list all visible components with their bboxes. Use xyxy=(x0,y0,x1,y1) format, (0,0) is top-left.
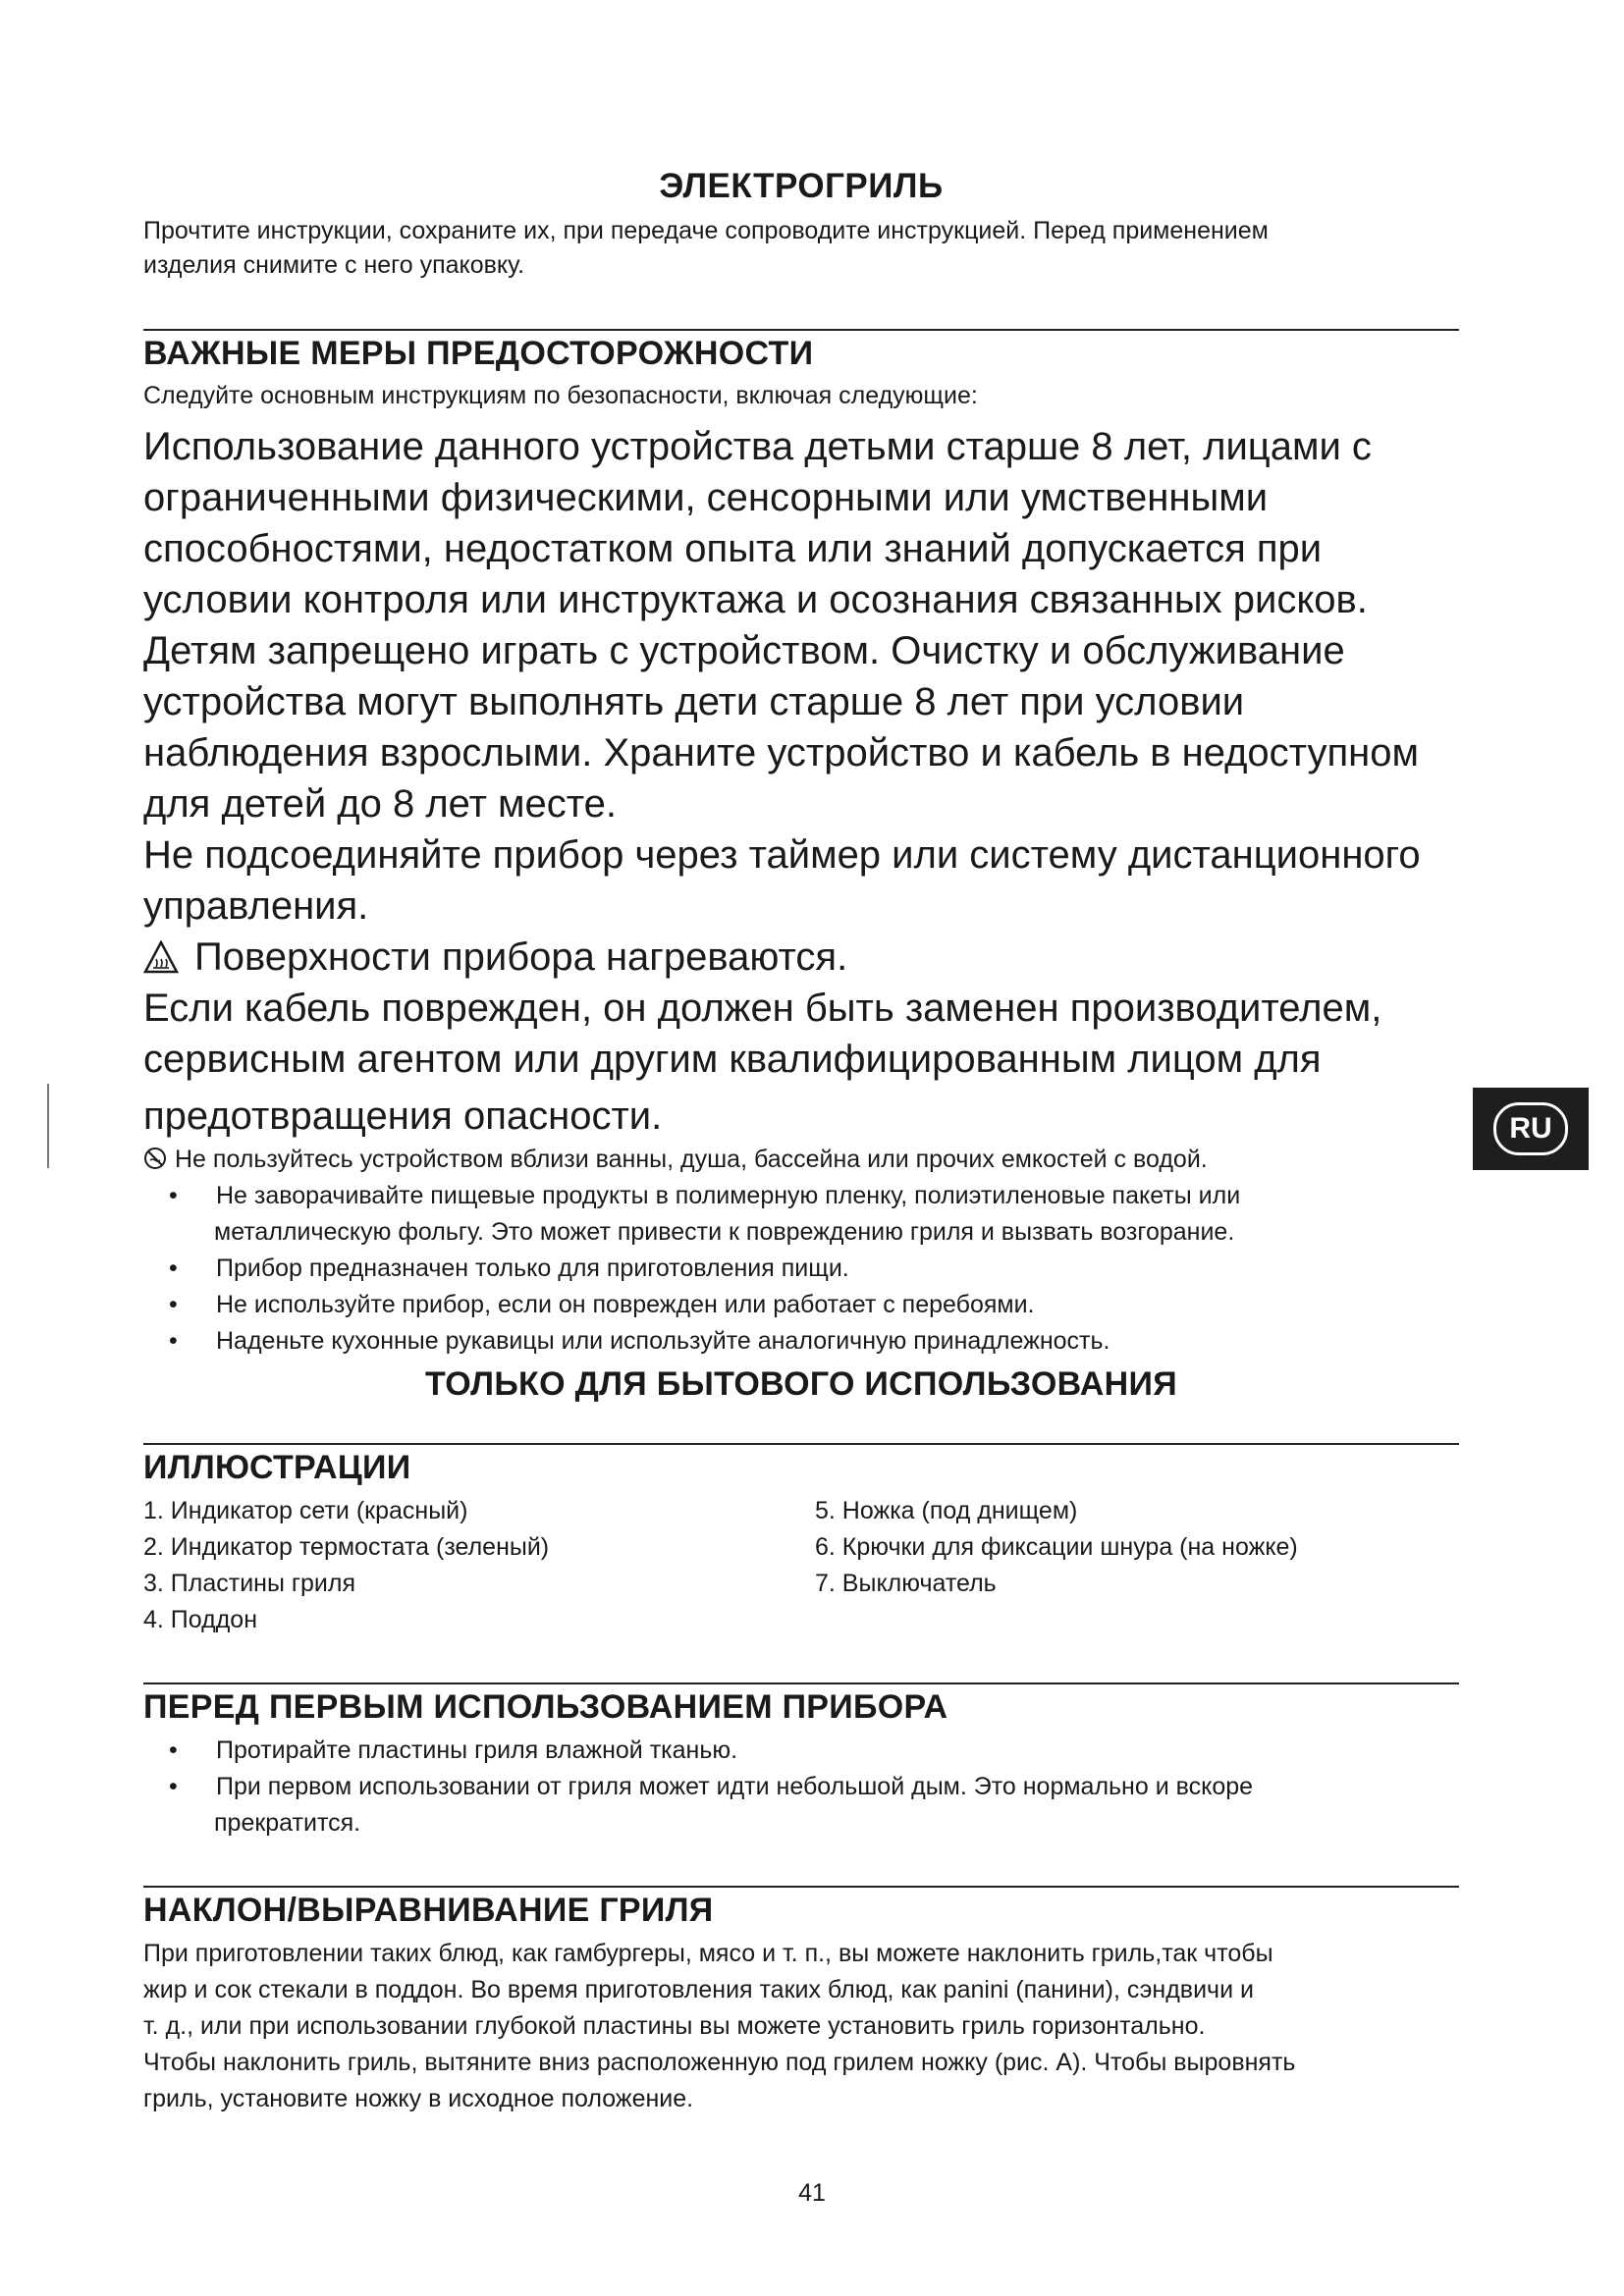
list-item: • Протирайте пластины гриля влажной тканью. xyxy=(169,1736,738,1764)
safety-text-line: устройства могут выполнять дети старше 8 лет при условии xyxy=(143,680,1245,723)
intro-line: изделия снимите с него упаковку. xyxy=(143,251,525,279)
page-title: ЭЛЕКТРОГРИЛЬ xyxy=(659,167,944,205)
safety-heading: ВАЖНЫЕ МЕРЫ ПРЕДОСТОРОЖНОСТИ xyxy=(143,335,814,372)
safety-text-line: способностями, недостатком опыта или знаний допускается при xyxy=(143,527,1323,570)
safety-text-line: условии контроля или инструктажа и осознания связанных рисков. xyxy=(143,578,1368,621)
list-item: 2. Индикатор термостата (зеленый) xyxy=(143,1533,550,1561)
safety-bullet-list xyxy=(143,1178,1459,1360)
cable-text-line: сервисным агентом или другим квалифицированным лицом для xyxy=(143,1038,1322,1081)
illustrations-heading: ИЛЛЮСТРАЦИИ xyxy=(143,1449,411,1486)
safety-text-line: управления. xyxy=(143,884,369,928)
list-item: 7. Выключатель xyxy=(815,1570,997,1597)
safety-text-line: ограниченными физическими, сенсорными или умственными xyxy=(143,476,1269,519)
parts-list-right xyxy=(815,1493,1298,1638)
section-divider xyxy=(143,1443,1459,1445)
hot-surface-warning xyxy=(143,932,1459,983)
list-item: 1. Индикатор сети (красный) xyxy=(143,1497,468,1524)
list-item: • Не заворачивайте пищевые продукты в полимерную пленку, полиэтиленовые пакеты или металлическую фольгу. Это может привести к повреждению гриля и вызвать возгорание. xyxy=(169,1182,1241,1246)
hot-surface-text: Поверхности прибора нагреваются. xyxy=(194,935,848,979)
first-use-bullet-list xyxy=(143,1733,1459,1842)
margin-mark xyxy=(47,1084,49,1168)
intro-line: Прочтите инструкции, сохраните их, при передаче сопроводите инструкцией. Перед применением xyxy=(143,217,1269,244)
list-item: • При первом использовании от гриля может идти небольшой дым. Это нормально и вскоре прекратится. xyxy=(169,1773,1254,1837)
first-use-heading: ПЕРЕД ПЕРВЫМ ИСПОЛЬЗОВАНИЕМ ПРИБОРА xyxy=(143,1688,948,1726)
water-warning-text: Не пользуйтесь устройством вблизи ванны, душа, бассейна или прочих емкостей с водой. xyxy=(175,1146,1208,1173)
tilt-text-line: т. д., или при использовании глубокой пластины вы можете установить гриль горизонтально. xyxy=(143,2012,1206,2040)
page-content xyxy=(143,167,1459,2117)
section-divider xyxy=(143,329,1459,331)
hot-surface-icon xyxy=(143,940,179,974)
list-item: 5. Ножка (под днищем) xyxy=(815,1497,1078,1524)
safety-text-line: наблюдения взрослыми. Храните устройство и кабель в недоступном xyxy=(143,731,1419,774)
list-item: • Прибор предназначен только для приготовления пищи. xyxy=(169,1255,849,1282)
language-badge xyxy=(1473,1088,1589,1170)
language-code: RU xyxy=(1493,1102,1568,1155)
safety-text-line: Не подсоединяйте прибор через таймер или систему дистанционного xyxy=(143,833,1421,877)
safety-lead: Следуйте основным инструкциям по безопасности, включая следующие: xyxy=(143,382,978,409)
household-only-notice: ТОЛЬКО ДЛЯ БЫТОВОГО ИСПОЛЬЗОВАНИЯ xyxy=(425,1365,1177,1403)
safety-text-line: Детям запрещено играть с устройством. Очистку и обслуживание xyxy=(143,629,1345,672)
cable-text-line: Если кабель поврежден, он должен быть заменен производителем, xyxy=(143,987,1382,1030)
list-item: 3. Пластины гриля xyxy=(143,1570,356,1597)
tilt-text-line: Чтобы наклонить гриль, вытяните вниз расположенную под грилем ножку (рис. А). Чтобы выровнять xyxy=(143,2049,1296,2076)
section-divider xyxy=(143,1682,1459,1684)
safety-text-line: для детей до 8 лет месте. xyxy=(143,782,618,826)
tilt-heading: НАКЛОН/ВЫРАВНИВАНИЕ ГРИЛЯ xyxy=(143,1892,714,1929)
cable-text-line: предотвращения опасности. xyxy=(143,1095,663,1138)
list-item: 4. Поддон xyxy=(143,1606,258,1633)
no-water-icon xyxy=(143,1147,167,1170)
parts-list-left xyxy=(143,1493,815,1638)
tilt-text-line: При приготовлении таких блюд, как гамбургеры, мясо и т. п., вы можете наклонить гриль,так чтобы xyxy=(143,1940,1273,1967)
page-number: 41 xyxy=(798,2179,826,2207)
parts-list xyxy=(143,1493,1459,1638)
section-divider xyxy=(143,1886,1459,1888)
list-item: 6. Крючки для фиксации шнура (на ножке) xyxy=(815,1533,1298,1561)
tilt-text-line: гриль, установите ножку в исходное положение. xyxy=(143,2085,694,2112)
list-item: • Не используйте прибор, если он поврежден или работает с перебоями. xyxy=(169,1291,1035,1318)
list-item: • Наденьте кухонные рукавицы или используйте аналогичную принадлежность. xyxy=(169,1327,1110,1355)
tilt-text-line: жир и сок стекали в поддон. Во время приготовления таких блюд, как panini (панини), сэндвичи и xyxy=(143,1976,1254,2003)
safety-text-line: Использование данного устройства детьми старше 8 лет, лицами с xyxy=(143,425,1372,468)
water-warning xyxy=(143,1142,1459,1178)
